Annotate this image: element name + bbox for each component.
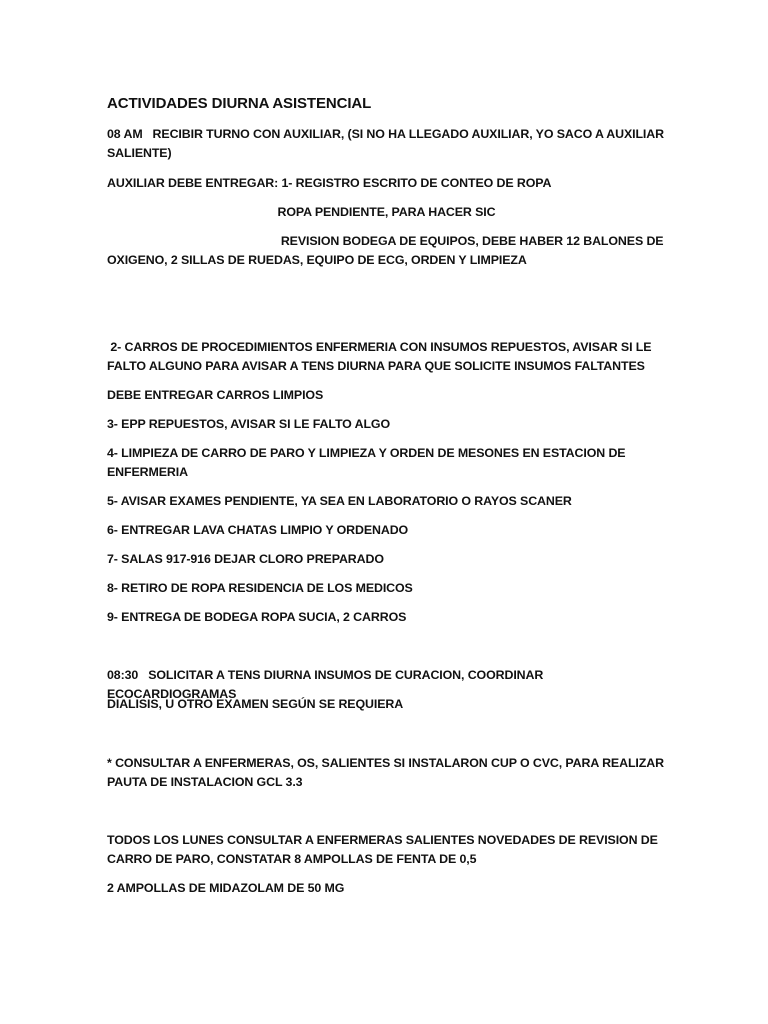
paragraph-ampollas-midazolam: 2 AMPOLLAS DE MIDAZOLAM DE 50 MG xyxy=(107,881,345,895)
paragraph-0830-solicitar-insumos: 08:30 SOLICITAR A TENS DIURNA INSUMOS DE CURACION, COORDINAR ECOCARDIOGRAMAS xyxy=(107,668,547,701)
paragraph-item-6-lava-chatas: 6- ENTREGAR LAVA CHATAS LIMPIO Y ORDENADO xyxy=(107,523,409,537)
paragraph-item-9-bodega-ropa-sucia: 9- ENTREGA DE BODEGA ROPA SUCIA, 2 CARROS xyxy=(107,610,407,624)
paragraph-revision-bodega: REVISION BODEGA DE EQUIPOS, DEBE HABER 12 BALONES DE OXIGENO, 2 SILLAS DE RUEDAS, EQUIPO DE ECG, ORDEN Y LIMPIEZA xyxy=(107,234,667,267)
paragraph-consultar-enfermeras-cup-cvc: * CONSULTAR A ENFERMERAS, OS, SALIENTES SI INSTALARON CUP O CVC, PARA REALIZAR PAUTA DE INSTALACION GCL 3.3 xyxy=(107,756,668,789)
paragraph-item-4-limpieza-carro-paro: 4- LIMPIEZA DE CARRO DE PARO Y LIMPIEZA Y ORDEN DE MESONES EN ESTACION DE ENFERMERIA xyxy=(107,446,629,479)
paragraph-lunes-revision-carro-paro: TODOS LOS LUNES CONSULTAR A ENFERMERAS SALIENTES NOVEDADES DE REVISION DE CARRO DE PARO, CONSTATAR 8 AMPOLLAS DE FENTA DE 0,5 xyxy=(107,833,662,866)
paragraph-entregar-carros-limpios: DEBE ENTREGAR CARROS LIMPIOS xyxy=(107,388,324,402)
paragraph-dialisis-examenes: DIALISIS, U OTRO EXAMEN SEGÚN SE REQUIERA xyxy=(107,697,404,711)
paragraph-item-5-examenes-pendientes: 5- AVISAR EXAMES PENDIENTE, YA SEA EN LABORATORIO O RAYOS SCANER xyxy=(107,494,572,508)
paragraph-item-3-epp: 3- EPP REPUESTOS, AVISAR SI LE FALTO ALGO xyxy=(107,417,390,431)
document-title: ACTIVIDADES DIURNA ASISTENCIAL xyxy=(107,95,372,112)
paragraph-08am-recibir-turno: 08 AM RECIBIR TURNO CON AUXILIAR, (SI NO HA LLEGADO AUXILIAR, YO SACO A AUXILIAR SALIENTE) xyxy=(107,127,668,160)
paragraph-item-7-salas-cloro: 7- SALAS 917-916 DEJAR CLORO PREPARADO xyxy=(107,552,384,566)
paragraph-item-2-carros-procedimientos: 2- CARROS DE PROCEDIMIENTOS ENFERMERIA CON INSUMOS REPUESTOS, AVISAR SI LE FALTO ALGUNO PARA AVISAR A TENS DIURNA PARA QUE SOLICITE INSUMOS FALTANTES xyxy=(107,340,655,373)
paragraph-item-8-retiro-ropa: 8- RETIRO DE ROPA RESIDENCIA DE LOS MEDICOS xyxy=(107,581,413,595)
paragraph-ropa-pendiente: ROPA PENDIENTE, PARA HACER SIC xyxy=(107,205,496,219)
paragraph-auxiliar-debe-entregar: AUXILIAR DEBE ENTREGAR: 1- REGISTRO ESCRITO DE CONTEO DE ROPA xyxy=(107,176,552,190)
